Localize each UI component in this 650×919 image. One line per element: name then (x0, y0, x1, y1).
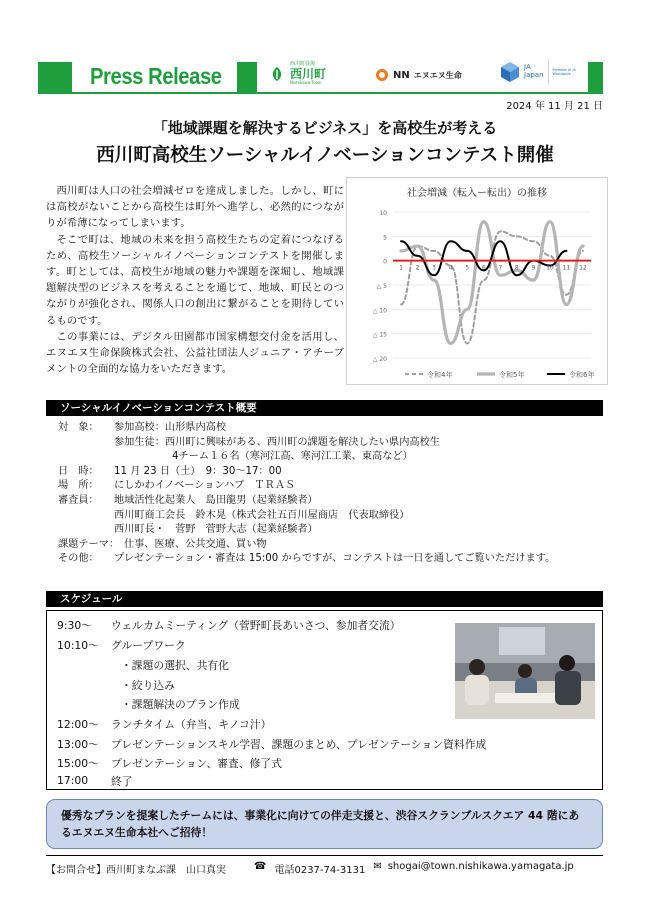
intro-paragraph: この事業には、デジタル田園都市国家構想交付金を活用し、エヌエヌ生命保険株式会社、公益社団法人ジュニア・アチーブメントの全面的な協力をいただきます。 (46, 330, 344, 376)
chart-y-tick: △ 15 (372, 331, 387, 339)
overview-label: その他： (58, 553, 99, 565)
town-emblem-icon (268, 65, 286, 83)
event-photo-image (455, 623, 595, 719)
contact-label: 【お問合せ】 (46, 865, 106, 876)
overview-value: 11 月 23 日（土） 9：30～17：00 (114, 465, 282, 477)
header-rule (38, 92, 603, 94)
town-logo-name: 西川町 (290, 66, 327, 81)
chart-x-tick: 6 (481, 264, 486, 272)
chart-x-tick: 1 (399, 264, 403, 272)
overview-value: プレゼンテーション・審査は 15:00 からですが、コンテストは一日を通してご覧いただけます。 (114, 553, 556, 565)
schedule-time: 12:00～ (57, 718, 99, 731)
social-change-chart (346, 177, 608, 385)
chart-x-tick: 8 (514, 264, 519, 272)
ja-member: Member of JA Worldwide (552, 67, 576, 76)
schedule-text: 終了 (111, 775, 133, 788)
schedule-subitem: ・課題の選択、共有化 (121, 659, 229, 672)
phone-icon: ☎ (254, 861, 267, 872)
chart-y-tick: 10 (379, 210, 387, 217)
ja-cube-icon (500, 61, 520, 83)
chart-y-tick: 0 (383, 258, 387, 266)
chart-title: 社会増減（転入ー転出）の推移 (407, 188, 547, 199)
page-title: 西川町高校生ソーシャルイノベーションコンテスト開催 (96, 145, 554, 166)
chart-x-tick: 11 (562, 264, 571, 272)
overview-value: 西川町長・ 菅野 菅野大志（起業経験者） (114, 524, 318, 536)
schedule-subitem: ・課題解決のプラン作成 (121, 698, 240, 711)
chart-y-tick: 5 (383, 234, 387, 242)
ja-country: Japan (524, 71, 544, 79)
overview-value: 地域活性化起業人 島田龍男（起業経験者） (114, 495, 318, 506)
schedule-time: 15:00～ (57, 757, 99, 770)
chart-y-tick: △ 5 (376, 283, 387, 290)
schedule-heading: スケジュール (46, 591, 603, 607)
schedule-time: 17:00 (57, 774, 89, 787)
chart-x-tick: 4 (448, 264, 453, 272)
chart-x-tick: 3 (432, 264, 437, 272)
town-logo-eng: Nishikawa Town (290, 79, 322, 85)
chart-legend-label: 令和4年 (427, 371, 453, 379)
overview-label: 課題テーマ： (58, 538, 120, 550)
schedule-text: ランチタイム（弁当、キノコ汁） (111, 718, 272, 731)
overview-heading: ソーシャルイノベーションコンテスト概要 (46, 400, 603, 416)
schedule-time: 10:10～ (57, 639, 99, 652)
chart-x-tick: 10 (546, 264, 554, 272)
nn-mark: NN (393, 69, 410, 81)
chart-x-tick: 5 (465, 264, 470, 272)
chart-y-tick: △ 10 (372, 307, 387, 315)
schedule-text: プレゼンテーションスキル学習、課題のまとめ、プレゼンテーション資料作成 (111, 738, 487, 751)
contact-line (46, 861, 574, 876)
overview-label: 日 時： (58, 465, 99, 477)
contact-phone[interactable]: 電話0237-74-3131 (274, 865, 366, 876)
chart-x-tick: 7 (498, 264, 503, 272)
nn-life-logo (375, 68, 462, 82)
schedule-text: ウェルカムミーティング（菅野町長あいさつ、参加者交流） (111, 619, 401, 632)
overview-value: 仕事、医療、公共交通、買い物 (124, 538, 267, 550)
overview-list (58, 421, 618, 571)
mail-icon: ✉ (373, 861, 382, 872)
header-green-block (38, 62, 72, 92)
nn-company: エヌエヌ生命 (413, 70, 462, 80)
chart-x-tick: 9 (531, 264, 536, 272)
ja-japan-logo (500, 60, 577, 84)
overview-label: 審査員： (58, 495, 99, 506)
event-photo (455, 623, 595, 719)
contact-rule (46, 855, 603, 856)
chart-x-tick: 2 (415, 264, 420, 272)
overview-value: 4チーム１６名（寒河江高、寒河江工業、東高など） (172, 451, 413, 463)
chart-y-tick: △ 20 (372, 356, 387, 363)
schedule-subitem: ・絞り込み (121, 679, 175, 692)
press-release-title: Press Release (90, 63, 222, 89)
chart-svg (347, 178, 607, 384)
town-logo-small: 西川町役場 (290, 61, 316, 67)
contact-dept: 西川町まなぶ課 山口真実 (106, 865, 226, 876)
overview-value: 参加生徒：西川町に興味がある、西川町の課題を解決したい県内高校生 (114, 436, 440, 448)
invitation-note: 優秀なプランを提案したチームには、事業化に向けての伴走支援と、渋谷スクランブルスクエア 44 階にあるエヌエヌ生命本社へご招待！ (46, 799, 603, 849)
release-date: 2024 年 11 月 21 日 (506, 101, 603, 112)
chart-legend-label: 令和6年 (569, 371, 595, 379)
chart-x-tick: 12 (579, 264, 587, 272)
schedule-text: グループワーク (111, 639, 186, 652)
ja-name: JA (524, 63, 531, 72)
overview-label: 対 象： (58, 422, 99, 433)
nishikawa-town-logo (268, 62, 326, 85)
intro-text (46, 183, 344, 377)
header-green-block-2 (237, 62, 257, 92)
schedule-text: プレゼンテーション、審査、修了式 (111, 757, 283, 770)
header-green-tail (588, 62, 603, 92)
overview-value: にしかわイノベーションハブ ＴＲＡＳ (114, 480, 296, 492)
subtitle: 「地域課題を解決するビジネス」を高校生が考える (152, 119, 498, 137)
contact-email[interactable]: shogai@town.nishikawa.yamagata.jp (387, 861, 574, 872)
ja-divider (548, 60, 549, 84)
nn-lion-icon (375, 68, 389, 82)
schedule-time: 13:00～ (57, 738, 99, 751)
overview-value: 参加高校：山形県内高校 (114, 422, 227, 433)
overview-label: 場 所： (58, 480, 99, 492)
chart-series-line (401, 222, 583, 344)
intro-paragraph: 西川町は人口の社会増減ゼロを達成しました。しかし、町には高校がないことから高校生は町外へ進学し、必然的につながりが希薄になってしまいます。 (46, 185, 344, 230)
overview-value: 西川町商工会長 鈴木晃（株式会社五百川屋商店 代表取締役） (114, 509, 410, 521)
schedule-time: 9:30～ (57, 619, 93, 632)
intro-paragraph: そこで町は、地域の未来を担う高校生たちの定着につなげるため、高校生ソーシャルイノベーションコンテストを開催します。町としては、高校生が地域の魅力や課題を深堀し、地域課題解決型のビジネスを考えることを通じて、地域、町民とのつながりが強化され、関係人口の創出に繋がることを期待しているものです。 (46, 233, 344, 327)
chart-legend-label: 令和5年 (499, 371, 525, 379)
